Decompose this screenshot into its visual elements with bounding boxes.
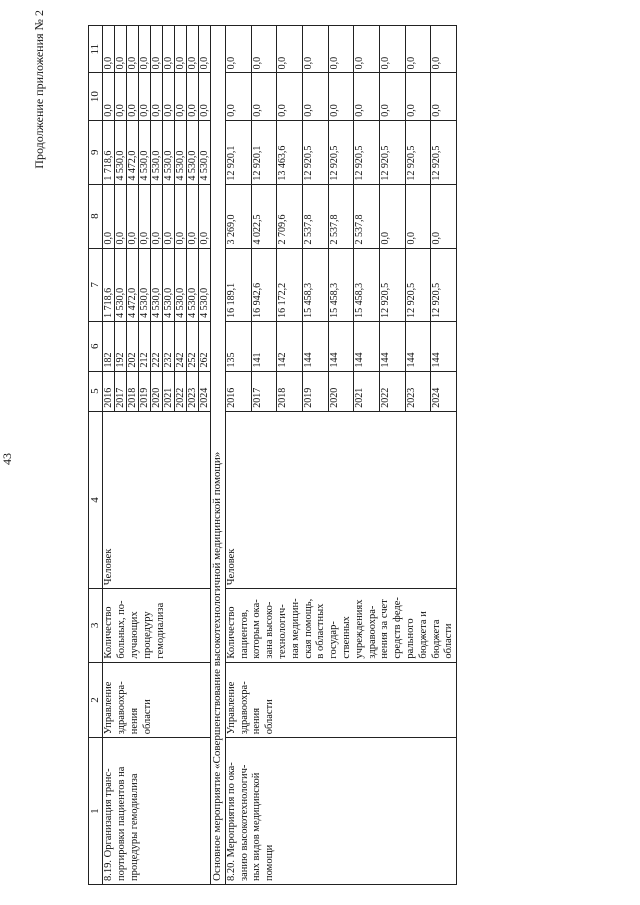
value-cell: 4 530,0 (163, 248, 175, 321)
value-cell: 0,0 (405, 26, 431, 73)
value-cell: 12 920,5 (328, 120, 354, 184)
value-cell: 0,0 (277, 26, 303, 73)
value-cell: 1 718,6 (103, 120, 115, 184)
value-cell: 4 530,0 (151, 120, 163, 184)
value-cell: 4 530,0 (187, 248, 199, 321)
value-cell: 0,0 (380, 26, 406, 73)
value-cell: 2017 (251, 371, 277, 411)
value-cell: 2 709,6 (277, 184, 303, 248)
value-cell: 0,0 (187, 184, 199, 248)
value-cell: 16 172,2 (277, 248, 303, 321)
value-cell: 2018 (127, 371, 139, 411)
value-cell: 142 (277, 321, 303, 371)
measure-8-20 (225, 26, 456, 885)
value-cell: 2021 (354, 371, 380, 411)
header-cell: 1 (89, 738, 103, 885)
value-cell: 144 (328, 321, 354, 371)
value-cell: 242 (175, 321, 187, 371)
value-cell: 2017 (115, 371, 127, 411)
table-row (103, 26, 115, 885)
program-table (88, 25, 457, 885)
value-cell: 2023 (187, 371, 199, 411)
value-cell: 2016 (225, 371, 251, 411)
value-cell: 15 458,3 (354, 248, 380, 321)
value-cell: 0,0 (225, 73, 251, 120)
cell-c4: Человек (103, 411, 211, 588)
value-cell: 0,0 (139, 184, 151, 248)
section-title: Основное мероприятие «Совершенствование высокотехнологичной медицинской помощи» (211, 26, 225, 885)
value-cell: 12 920,5 (431, 248, 457, 321)
value-cell: 0,0 (139, 73, 151, 120)
value-cell: 4 530,0 (139, 120, 151, 184)
value-cell: 0,0 (302, 26, 328, 73)
value-cell: 0,0 (251, 26, 277, 73)
header-cell: 9 (89, 120, 103, 184)
header-cell: 7 (89, 248, 103, 321)
value-cell: 0,0 (302, 73, 328, 120)
cell-c3: Количество пациентов, которым ока- зана высоко- технологич- ная медицин- ская помощь, в областных государ- ственных учреждениях здравоохра- нения за счет средств феде- рального бюджета и бюджета области (225, 589, 456, 662)
value-cell: 0,0 (354, 26, 380, 73)
value-cell: 135 (225, 321, 251, 371)
value-cell: 0,0 (163, 73, 175, 120)
cell-c2: Управление здравоохра- нения области (225, 662, 456, 738)
value-cell: 2024 (199, 371, 211, 411)
value-cell: 0,0 (175, 184, 187, 248)
value-cell: 0,0 (163, 184, 175, 248)
value-cell: 4 530,0 (175, 120, 187, 184)
value-cell: 15 458,3 (302, 248, 328, 321)
value-cell: 12 920,5 (405, 120, 431, 184)
value-cell: 2 537,8 (302, 184, 328, 248)
value-cell: 2021 (163, 371, 175, 411)
appendix-caption: Продолжение приложения № 2 (32, 10, 46, 169)
value-cell: 0,0 (199, 26, 211, 73)
value-cell: 144 (405, 321, 431, 371)
value-cell: 12 920,5 (354, 120, 380, 184)
value-cell: 4 472,0 (127, 248, 139, 321)
value-cell: 144 (354, 321, 380, 371)
value-cell: 4 530,0 (199, 248, 211, 321)
value-cell: 0,0 (251, 73, 277, 120)
value-cell: 222 (151, 321, 163, 371)
value-cell: 2022 (175, 371, 187, 411)
value-cell: 4 530,0 (199, 120, 211, 184)
header-row (89, 26, 103, 885)
value-cell: 3 269,0 (225, 184, 251, 248)
value-cell: 141 (251, 321, 277, 371)
value-cell: 4 022,5 (251, 184, 277, 248)
value-cell: 0,0 (380, 73, 406, 120)
table-row (225, 26, 251, 885)
value-cell: 0,0 (328, 26, 354, 73)
cell-c2: Управление здравоохра- нения области (103, 662, 211, 738)
value-cell: 12 920,5 (405, 248, 431, 321)
section-row-group (211, 26, 225, 885)
value-cell: 0,0 (225, 26, 251, 73)
header-cell: 10 (89, 73, 103, 120)
header-cell: 11 (89, 26, 103, 73)
value-cell: 2 537,8 (328, 184, 354, 248)
value-cell: 15 458,3 (328, 248, 354, 321)
value-cell: 202 (127, 321, 139, 371)
header-cell: 2 (89, 662, 103, 738)
value-cell: 2022 (380, 371, 406, 411)
value-cell: 12 920,1 (251, 120, 277, 184)
value-cell: 4 530,0 (139, 248, 151, 321)
value-cell: 0,0 (187, 73, 199, 120)
value-cell: 1 718,6 (103, 248, 115, 321)
header-cell: 4 (89, 411, 103, 588)
value-cell: 0,0 (139, 26, 151, 73)
value-cell: 2018 (277, 371, 303, 411)
value-cell: 2020 (328, 371, 354, 411)
value-cell: 0,0 (328, 73, 354, 120)
value-cell: 144 (302, 321, 328, 371)
value-cell: 0,0 (380, 184, 406, 248)
header-cell: 3 (89, 589, 103, 662)
header-cell: 6 (89, 321, 103, 371)
value-cell: 16 942,6 (251, 248, 277, 321)
value-cell: 0,0 (115, 26, 127, 73)
value-cell: 144 (431, 321, 457, 371)
value-cell: 0,0 (103, 73, 115, 120)
value-cell: 2024 (431, 371, 457, 411)
value-cell: 2 537,8 (354, 184, 380, 248)
value-cell: 4 472,0 (127, 120, 139, 184)
value-cell: 12 920,1 (225, 120, 251, 184)
value-cell: 0,0 (127, 73, 139, 120)
measure-8-19 (103, 26, 211, 885)
value-cell: 4 530,0 (115, 120, 127, 184)
value-cell: 0,0 (199, 184, 211, 248)
value-cell: 0,0 (151, 73, 163, 120)
cell-c1: 8.20. Мероприятия по ока- занию высокотехнологич- ных видов медицинской помощи (225, 738, 456, 885)
value-cell: 0,0 (354, 73, 380, 120)
value-cell: 252 (187, 321, 199, 371)
value-cell: 262 (199, 321, 211, 371)
value-cell: 0,0 (405, 73, 431, 120)
value-cell: 0,0 (103, 184, 115, 248)
value-cell: 0,0 (187, 26, 199, 73)
value-cell: 144 (380, 321, 406, 371)
value-cell: 0,0 (127, 26, 139, 73)
value-cell: 2019 (139, 371, 151, 411)
value-cell: 0,0 (175, 26, 187, 73)
header-cell: 8 (89, 184, 103, 248)
cell-c4: Человек (225, 411, 456, 588)
value-cell: 13 463,6 (277, 120, 303, 184)
value-cell: 0,0 (175, 73, 187, 120)
value-cell: 0,0 (115, 73, 127, 120)
value-cell: 16 189,1 (225, 248, 251, 321)
cell-c3: Количество больных, по- лучающих процедуру гемодиализа (103, 589, 211, 662)
value-cell: 12 920,5 (302, 120, 328, 184)
value-cell: 0,0 (431, 184, 457, 248)
value-cell: 0,0 (199, 73, 211, 120)
value-cell: 0,0 (151, 26, 163, 73)
value-cell: 4 530,0 (115, 248, 127, 321)
value-cell: 0,0 (151, 184, 163, 248)
value-cell: 12 920,5 (380, 248, 406, 321)
value-cell: 4 530,0 (151, 248, 163, 321)
value-cell: 0,0 (405, 184, 431, 248)
header-cell: 5 (89, 371, 103, 411)
value-cell: 0,0 (163, 26, 175, 73)
value-cell: 2020 (151, 371, 163, 411)
value-cell: 12 920,5 (380, 120, 406, 184)
value-cell: 0,0 (103, 26, 115, 73)
value-cell: 2019 (302, 371, 328, 411)
value-cell: 0,0 (431, 26, 457, 73)
value-cell: 4 530,0 (187, 120, 199, 184)
value-cell: 0,0 (277, 73, 303, 120)
value-cell: 4 530,0 (175, 248, 187, 321)
value-cell: 232 (163, 321, 175, 371)
cell-c1: 8.19. Организация транс- портировки пациентов на процедуры гемодиализа (103, 738, 211, 885)
value-cell: 12 920,5 (431, 120, 457, 184)
page-number: 43 (0, 453, 14, 465)
value-cell: 2023 (405, 371, 431, 411)
value-cell: 0,0 (127, 184, 139, 248)
value-cell: 2016 (103, 371, 115, 411)
value-cell: 0,0 (115, 184, 127, 248)
value-cell: 212 (139, 321, 151, 371)
value-cell: 192 (115, 321, 127, 371)
section-row (211, 26, 225, 885)
value-cell: 0,0 (431, 73, 457, 120)
value-cell: 182 (103, 321, 115, 371)
value-cell: 4 530,0 (163, 120, 175, 184)
